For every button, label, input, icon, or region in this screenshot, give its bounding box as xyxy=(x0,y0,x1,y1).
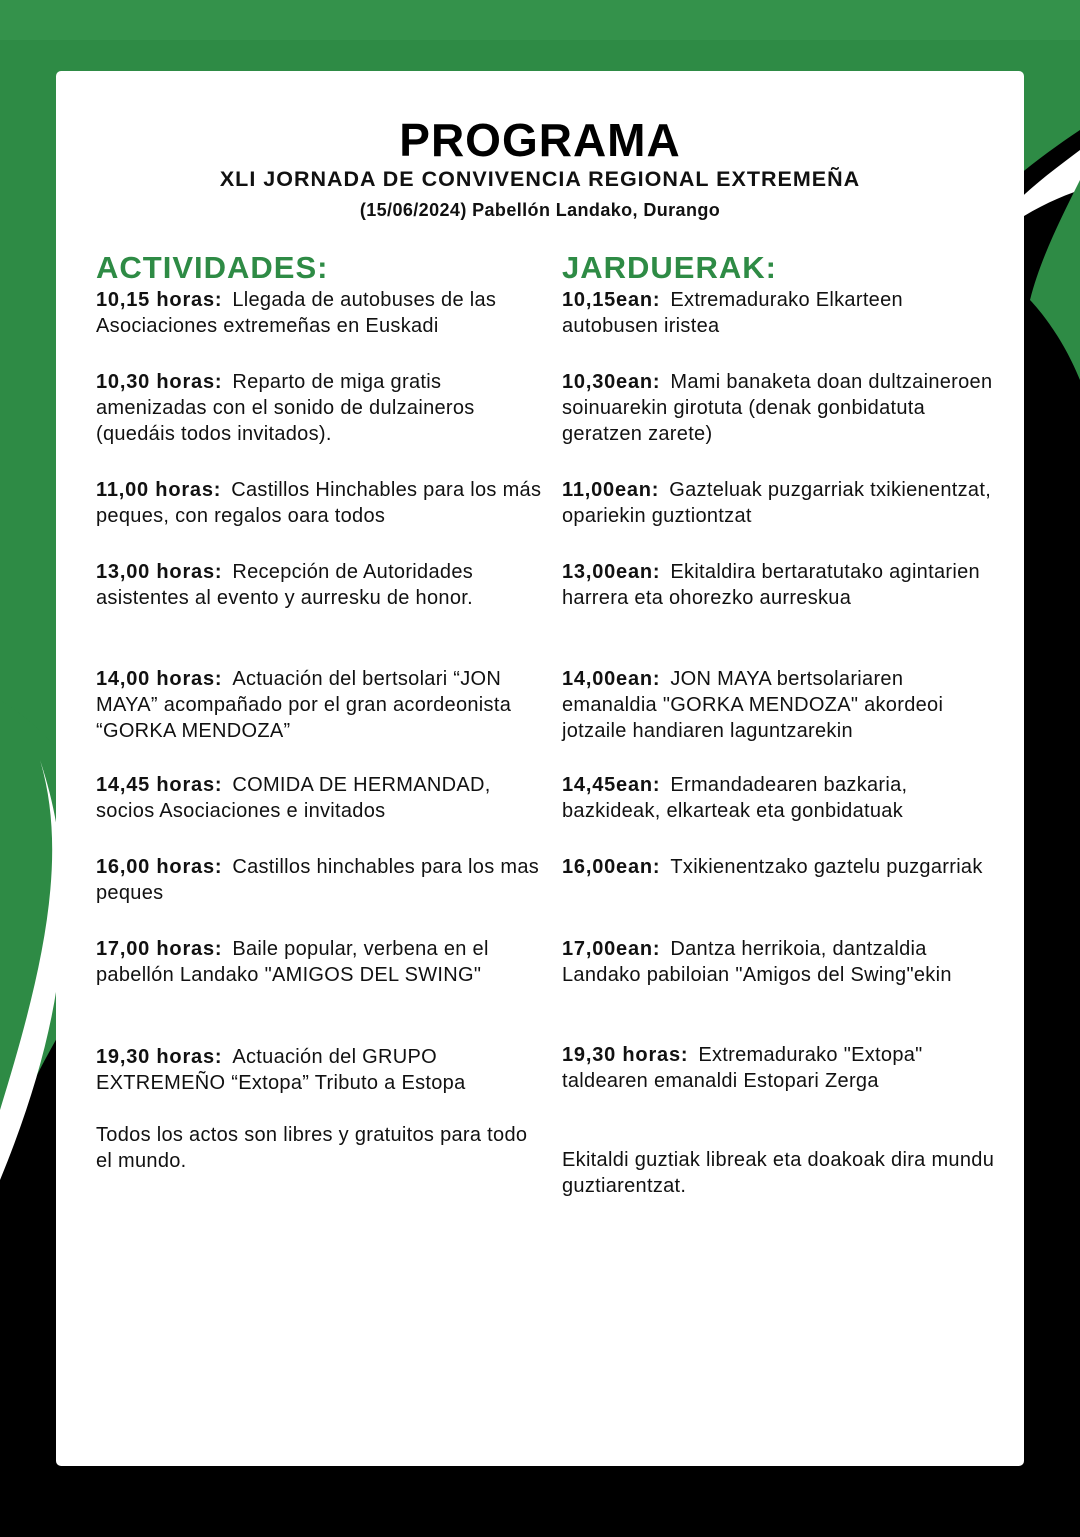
schedule-item: 11,00 horas: Castillos Hinchables para los más peques, con regalos oara todos xyxy=(96,479,542,527)
schedule-item: 14,45ean: Ermandadearen bazkaria, bazkideak, elkarteak eta gonbidatuak xyxy=(562,774,908,822)
schedule-item: 14,00ean: JON MAYA bertsolariaren emanaldia "GORKA MENDOZA" akordeoi jotzaile handiaren laguntzarekin xyxy=(562,668,944,742)
schedule-item: 14,45 horas: COMIDA DE HERMANDAD, socios Asociaciones e invitados xyxy=(96,774,491,822)
basque-heading: JARDUERAK: xyxy=(562,250,777,285)
schedule-item: 13,00ean: Ekitaldira bertaratutako agintarien harrera eta ohorezko aurreskua xyxy=(562,561,980,609)
schedule-item: 13,00 horas: Recepción de Autoridades asistentes al evento y aurresku de honor. xyxy=(96,561,474,609)
schedule-item: 14,00 horas: Actuación del bertsolari “JON MAYA” acompañado por el gran acordeonista “GORKA MENDOZA” xyxy=(96,668,512,742)
schedule-item: 10,15 horas: Llegada de autobuses de las Asociaciones extremeñas en Euskadi xyxy=(96,289,497,337)
basque-column xyxy=(562,249,1002,1197)
event-date-place: (15/06/2024) Pabellón Landako, Durango xyxy=(359,200,721,220)
schedule-item: 10,30 horas: Reparto de miga gratis amenizadas con el sonido de dulzaineros (quedáis todos invitados). xyxy=(96,371,475,445)
spanish-heading: ACTIVIDADES: xyxy=(96,250,329,285)
basque-footer-note: Ekitaldi guztiak libreak eta doakoak dira mundu guztiarentzat. xyxy=(562,1149,995,1197)
schedule-item: 10,15ean: Extremadurako Elkarteen autobusen iristea xyxy=(562,289,903,337)
schedule-item: 17,00ean: Dantza herrikoia, dantzaldia Landako pabiloian "Amigos del Swing"ekin xyxy=(562,938,952,986)
schedule-item: 19,30 horas: Extremadurako "Extopa" taldearen emanaldi Estopari Zerga xyxy=(562,1044,923,1092)
spanish-column xyxy=(96,249,546,1172)
schedule-item: 16,00 horas: Castillos hinchables para los mas peques xyxy=(96,856,540,904)
spanish-footer-note: Todos los actos son libres y gratuitos para todo el mundo. xyxy=(96,1124,528,1172)
schedule-item: 19,30 horas: Actuación del GRUPO EXTREMEÑO “Extopa” Tributo a Estopa xyxy=(96,1046,466,1094)
page-title: PROGRAMA xyxy=(399,114,681,166)
schedule-item: 16,00ean: Txikienentzako gaztelu puzgarriak xyxy=(562,856,983,878)
schedule-item: 17,00 horas: Baile popular, verbena en el pabellón Landako "AMIGOS DEL SWING" xyxy=(96,938,489,986)
event-subtitle: XLI JORNADA DE CONVIVENCIA REGIONAL EXTREMEÑA xyxy=(219,167,861,191)
schedule-item: 11,00ean: Gazteluak puzgarriak txikienentzat, opariekin guztiontzat xyxy=(562,479,992,527)
schedule-item: 10,30ean: Mami banaketa doan dultzaineroen soinuarekin girotuta (denak gonbidatuta geratzen zarete) xyxy=(562,371,993,445)
